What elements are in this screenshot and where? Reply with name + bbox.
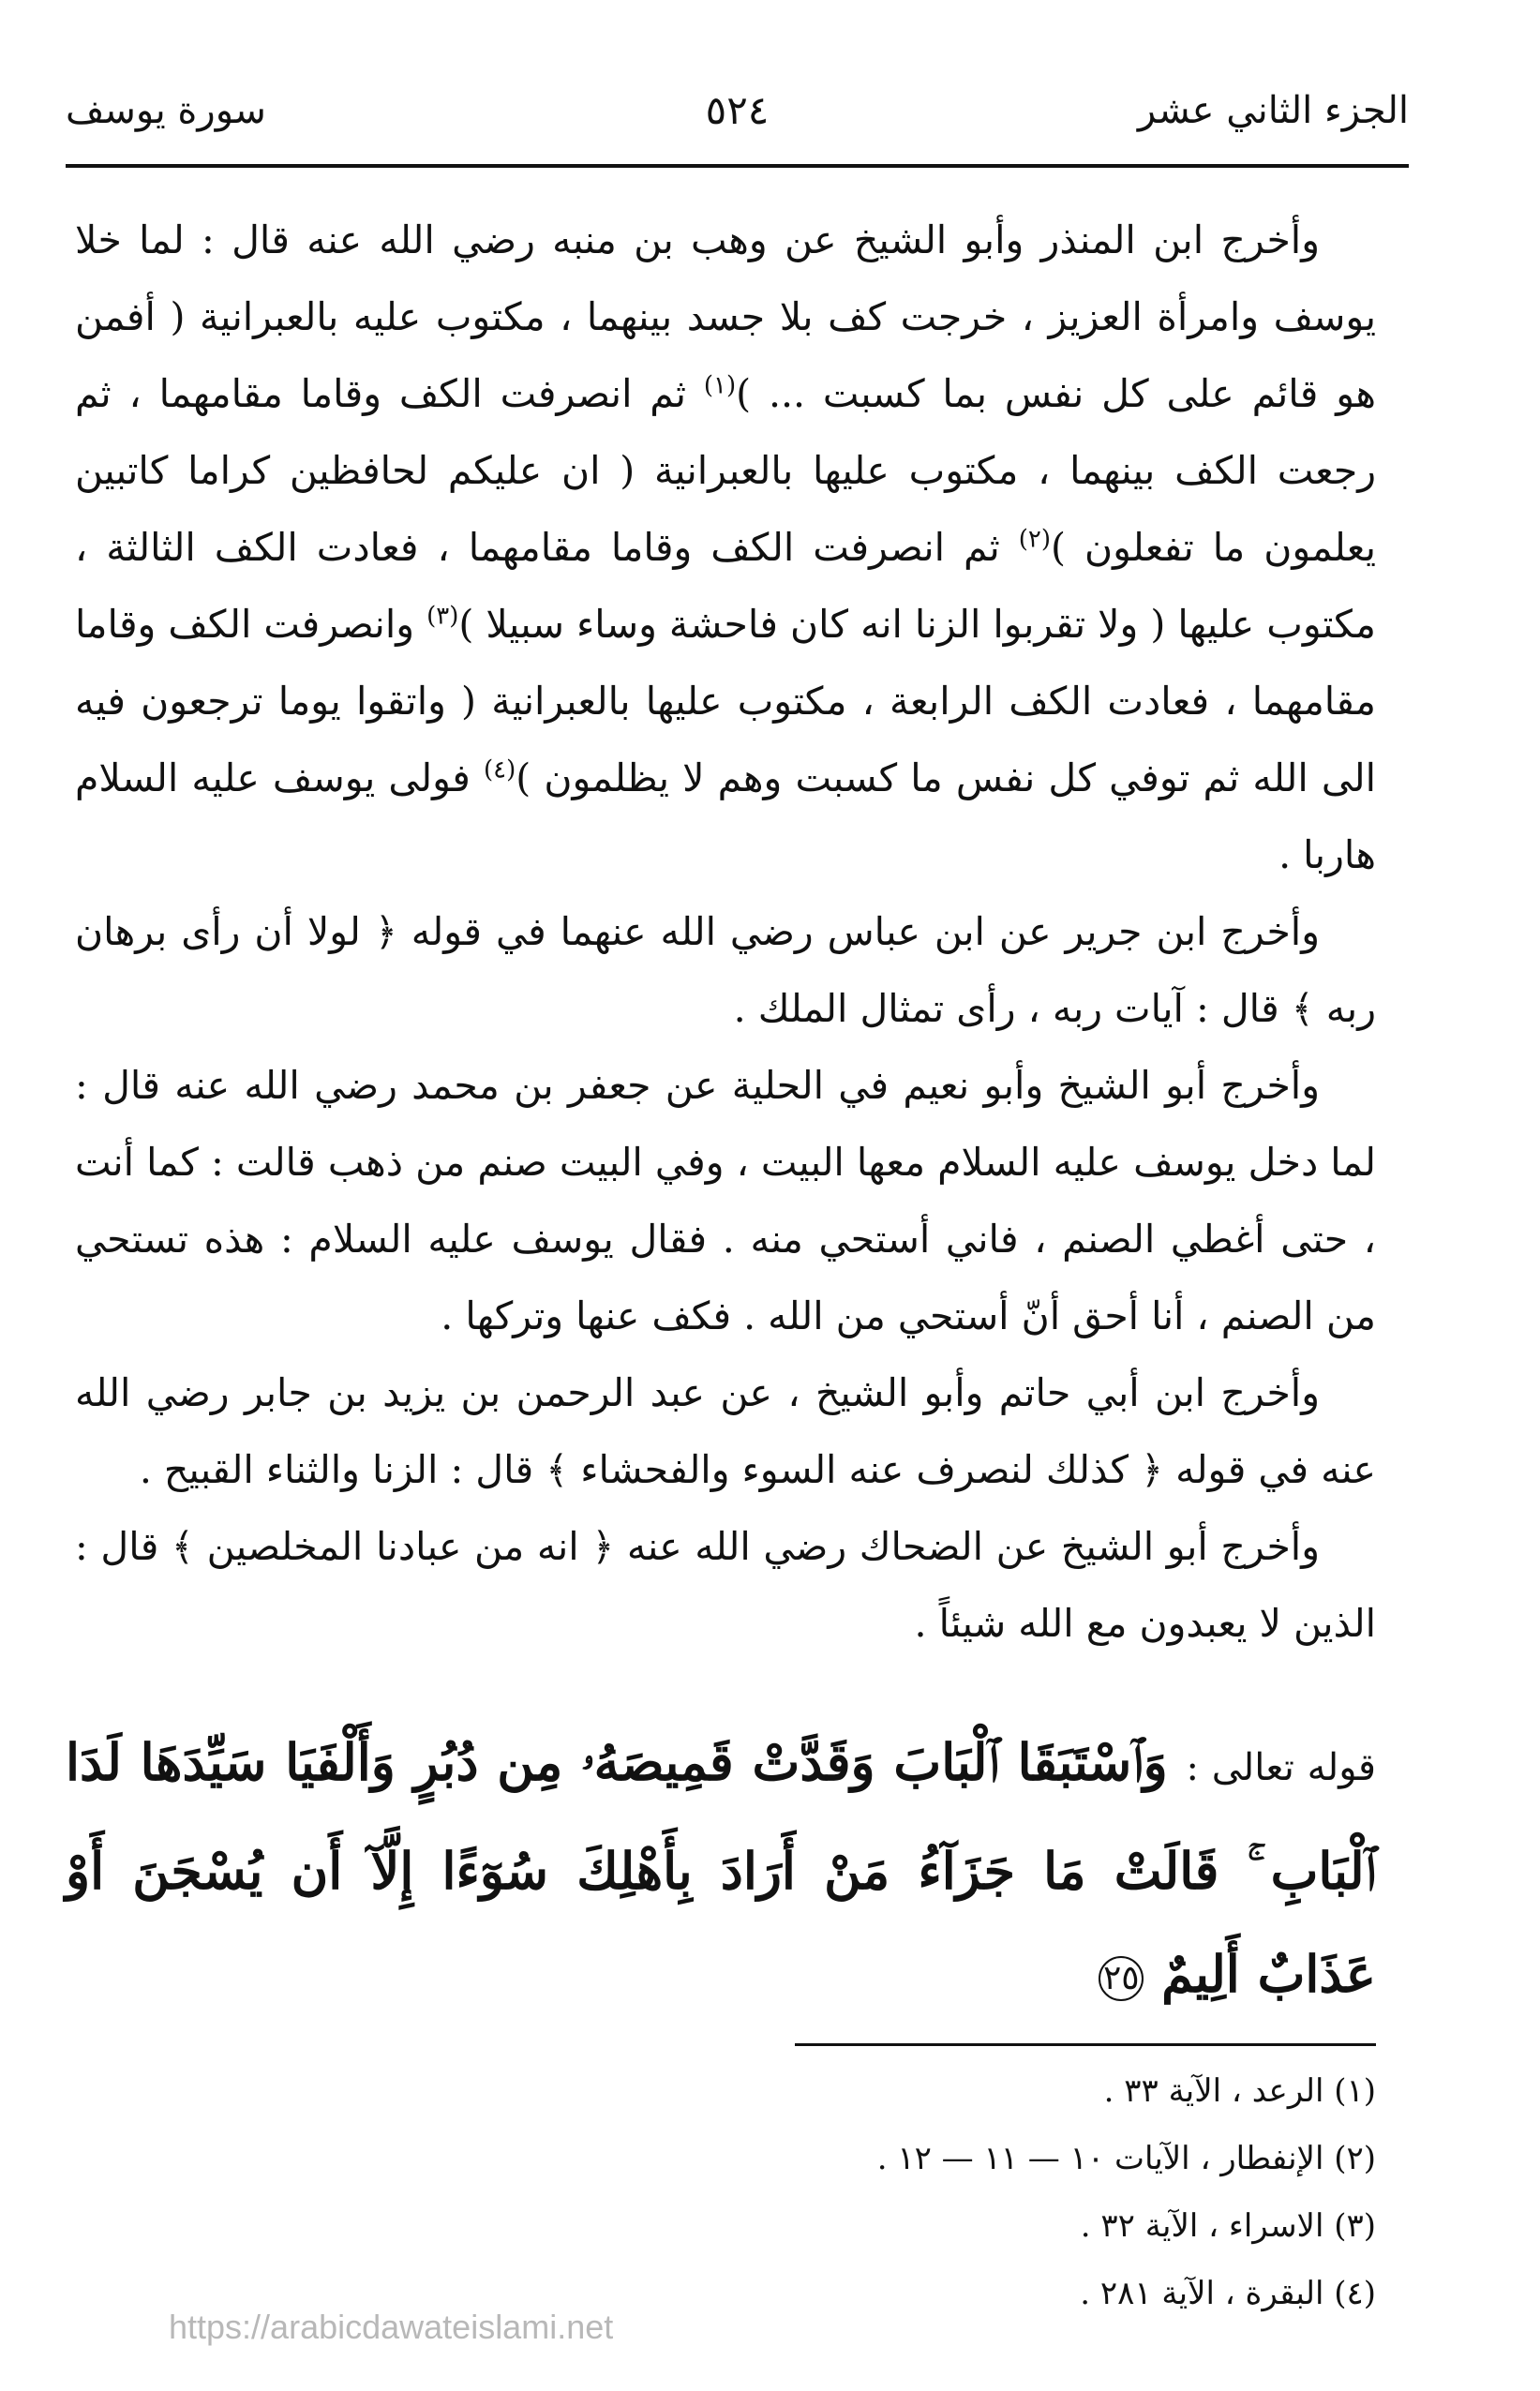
page-number: ٥٢٤ xyxy=(705,87,770,133)
footnote-1: (١) الرعد ، الآية ٣٣ . xyxy=(1103,2072,1376,2110)
header-divider xyxy=(66,164,1409,168)
footnote-marker: (٣) xyxy=(426,602,459,631)
footnote-marker: (٢) xyxy=(1018,525,1052,554)
footnote-3: (٣) الاسراء ، الآية ٣٢ . xyxy=(1080,2207,1376,2245)
watermark-link[interactable]: https://arabicdawateislami.net xyxy=(169,2308,614,2346)
paragraph-text: وأخرج أبو الشيخ عن الضحاك رضي الله عنه ﴿ انه من عبادنا المخلصين ﴾ قال : الذين لا يعبدون مع الله شيئاً . xyxy=(75,1524,1376,1646)
paragraph-text: وانصرفت الكف وقاما مقامهما ، فعادت الكف الرابعة ، مكتوب عليها بالعبرانية ( واتقوا يوما ترجعون فيه الى الله ثم توفي كل نفس ما كسبت وهم لا يظلمون ) xyxy=(75,602,1376,800)
paragraph xyxy=(75,1354,1376,1508)
paragraph xyxy=(75,1508,1376,1662)
paragraph xyxy=(75,893,1376,1047)
page-header xyxy=(66,73,1409,148)
paragraph-text: وأخرج ابن جرير عن ابن عباس رضي الله عنهما في قوله ﴿ لولا أن رأى برهان ربه ﴾ قال : آيات ربه ، رأى تمثال الملك . xyxy=(75,909,1376,1031)
surah-title: سورة يوسف xyxy=(66,89,266,132)
paragraph-text: فولى يوسف عليه السلام هاربا . xyxy=(75,755,1376,877)
paragraph-text: وأخرج ابن المنذر وأبو الشيخ عن وهب بن منبه رضي الله عنه قال : لما خلا يوسف وامرأة العزيز ، خرجت كف بلا جسد بينهما ، مكتوب عليه بالعبرانية ( أفمن هو قائم على كل نفس بما كسبت ... ) xyxy=(75,217,1376,416)
paragraph-text: وأخرج أبو الشيخ وأبو نعيم في الحلية عن جعفر بن محمد رضي الله عنه قال : لما دخل يوسف عليه السلام معها البيت ، وفي البيت صنم من ذهب قالت : كما أنت ، حتى أغطي الصنم ، فاني أستحي منه . فقال يوسف عليه السلام : هذه تستحي من الصنم ، أنا أحق أنّ أستحي من الله . فكف عنها وتركها . xyxy=(75,1063,1376,1338)
footnote-marker: (١) xyxy=(703,371,737,400)
part-title: الجزء الثاني عشر xyxy=(1137,89,1409,132)
footnotes xyxy=(439,2057,1376,2327)
footnote-marker: (٤) xyxy=(484,755,516,785)
paragraph-text: ثم انصرفت الكف وقاما مقامهما ، ثم رجعت الكف بينهما ، مكتوب عليها بالعبرانية ( ان عليكم لحافظين كراما كاتبين يعلمون ما تفعلون ) xyxy=(75,371,1376,570)
verse-intro: قوله تعالى : xyxy=(1186,1746,1376,1789)
paragraph xyxy=(75,202,1376,893)
verse-number: ٢٥ xyxy=(1099,1956,1144,2001)
paragraph xyxy=(75,1047,1376,1354)
verse-text: وَٱسْتَبَقَا ٱلْبَابَ وَقَدَّتْ قَمِيصَهُۥ مِن دُبُرٍ وَأَلْفَيَا سَيِّدَهَا لَدَا ٱلْبَابِ ۚ قَالَتْ مَا جَزَآءُ مَنْ أَرَادَ بِأَهْلِكَ سُوٓءًا إِلَّآ أَن يُسْجَنَ أَوْ عَذَابٌ أَلِيمٌ xyxy=(66,1732,1376,2004)
footnote-4: (٤) البقرة ، الآية ٢٨١ . xyxy=(1080,2275,1376,2312)
footnote-2: (٢) الإنفطار ، الآيات ١٠ — ١١ — ١٢ . xyxy=(876,2140,1376,2177)
body-text xyxy=(75,202,1376,1662)
footnote-divider xyxy=(795,2043,1376,2046)
paragraph-text: ثم انصرفت الكف وقاما مقامهما ، فعادت الكف الثالثة ، مكتوب عليها ( ولا تقربوا الزنا انه كان فاحشة وساء سبيلا ) xyxy=(75,525,1377,647)
quran-verse-block xyxy=(66,1711,1376,2025)
paragraph-text: وأخرج ابن أبي حاتم وأبو الشيخ ، عن عبد الرحمن بن يزيد بن جابر رضي الله عنه في قوله ﴿ كذلك لنصرف عنه السوء والفحشاء ﴾ قال : الزنا والثناء القبيح . xyxy=(75,1370,1376,1492)
